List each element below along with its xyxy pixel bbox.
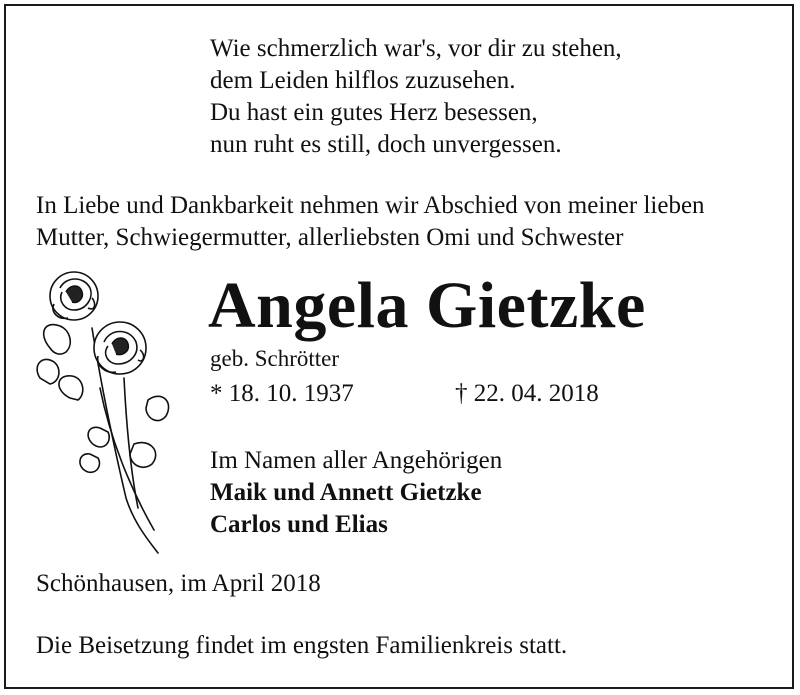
family-name: Maik und Annett Gietzke <box>210 479 482 506</box>
place-date: Schönhausen, im April 2018 <box>36 570 321 597</box>
burial-note: Die Beisetzung findet im engsten Familienkreis statt. <box>36 632 568 659</box>
family-intro: Im Namen aller Angehörigen <box>210 447 503 474</box>
rose-top <box>50 272 98 320</box>
intro-line: In Liebe und Dankbarkeit nehmen wir Abschied von meiner lieben <box>36 192 705 219</box>
roses-icon <box>30 268 180 558</box>
rose-bottom <box>94 322 146 374</box>
birth-date: * 18. 10. 1937 <box>210 380 354 407</box>
leaf <box>146 396 169 420</box>
deceased-name: Angela Gietzke <box>208 269 646 342</box>
poem-line: nun ruht es still, doch unvergessen. <box>210 131 562 158</box>
death-date: † 22. 04. 2018 <box>455 380 599 407</box>
poem <box>210 33 622 161</box>
intro-text <box>36 190 705 254</box>
maiden-name: geb. Schrötter <box>210 346 340 371</box>
family-name: Carlos und Elias <box>210 511 388 538</box>
leaf <box>88 427 109 447</box>
leaf <box>59 376 83 400</box>
intro-line: Mutter, Schwiegermutter, allerliebsten Omi und Schwester <box>36 224 624 251</box>
poem-line: Wie schmerzlich war's, vor dir zu stehen, <box>210 35 622 62</box>
poem-line: dem Leiden hilflos zuzusehen. <box>210 67 516 94</box>
family-block <box>210 445 502 541</box>
leaf <box>130 443 156 468</box>
leaf <box>44 325 71 355</box>
poem-line: Du hast ein gutes Herz besessen, <box>210 99 538 126</box>
leaf <box>80 454 100 472</box>
leaf <box>37 359 59 384</box>
